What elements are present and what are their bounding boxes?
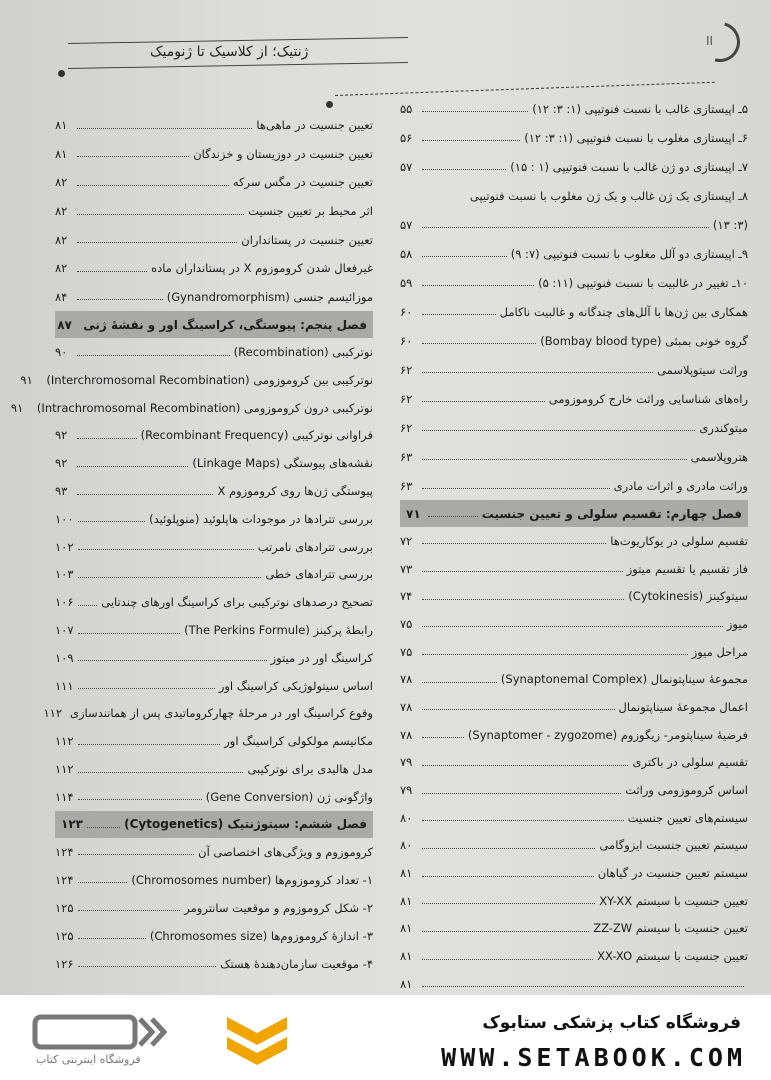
toc-entry[interactable] bbox=[400, 665, 748, 693]
brand-chevron-icon bbox=[222, 1013, 292, 1069]
leader-dots bbox=[422, 931, 589, 932]
entry-title: راه‌های شناسایی وراثت خارج کروموزومی bbox=[548, 391, 748, 406]
entry-title: تعیین جنسیت در ماهی‌ها bbox=[256, 118, 373, 133]
toc-left-column bbox=[10, 111, 373, 978]
entry-page-number: ۷۵ bbox=[400, 616, 413, 631]
leader-dots bbox=[78, 938, 146, 939]
leader-dots bbox=[78, 633, 181, 634]
entry-title: نوترکیبی درون کروموزومی (Intrachromosomal Recombination) bbox=[36, 400, 373, 415]
entry-title: ۱۰ـ تغییر در غالبیت با نسبت فنوتیپی (۱۱: ۵) bbox=[538, 275, 748, 290]
toc-entry[interactable] bbox=[400, 527, 748, 555]
entry-title: فاز تقسیم یا تقسیم میتوز bbox=[626, 561, 748, 576]
chapter-heading[interactable] bbox=[55, 311, 373, 338]
toc-entry[interactable] bbox=[400, 181, 748, 210]
toc-entry[interactable] bbox=[55, 922, 373, 950]
entry-page-number: ۱۱۴ bbox=[55, 789, 74, 804]
entry-page-number: ۷۸ bbox=[400, 727, 413, 742]
leader-dots bbox=[77, 271, 147, 272]
header-dot bbox=[58, 70, 65, 77]
toc-entry[interactable] bbox=[400, 970, 748, 998]
entry-page-number: ۱۱۱ bbox=[55, 678, 74, 693]
toc-entry[interactable] bbox=[55, 755, 373, 783]
entry-title: بررسی تترادهای نامرتب bbox=[257, 539, 373, 554]
entry-page-number: ۸۱ bbox=[400, 893, 413, 908]
leader-dots bbox=[422, 765, 628, 766]
toc-right-column bbox=[400, 94, 748, 998]
leader-dots bbox=[422, 848, 595, 849]
toc-entry[interactable] bbox=[400, 638, 748, 666]
entry-page-number: ۶۳ bbox=[400, 478, 413, 493]
entry-page-number: ۹۲ bbox=[55, 456, 68, 471]
toc-entry[interactable] bbox=[55, 225, 373, 254]
entry-title: نوترکیبی (Recombination) bbox=[233, 345, 373, 360]
entry-title: واژگونی ژن (Gene Conversion) bbox=[205, 789, 373, 804]
leader-dots bbox=[422, 543, 606, 544]
entry-page-number: ۸۷ bbox=[57, 317, 72, 332]
entry-title: سیستم تعیین جنسیت ایزوگامی bbox=[599, 838, 748, 853]
entry-title: ۴- موقعیت سازمان‌دهندهٔ هستک bbox=[220, 956, 373, 971]
entry-title: ۳- اندازهٔ کروموزوم‌ها (Chromosomes size) bbox=[149, 928, 373, 943]
entry-page-number: ۷۹ bbox=[400, 755, 413, 770]
toc-entry[interactable] bbox=[400, 471, 748, 500]
leader-dots bbox=[78, 605, 98, 606]
leader-dots bbox=[78, 882, 128, 883]
entry-page-number: ۸۲ bbox=[55, 175, 68, 190]
entry-title: اساس سیتولوژیکی کراسینگ اور bbox=[218, 678, 373, 693]
entry-page-number: ۱۰۰ bbox=[55, 511, 74, 526]
toc-entry[interactable] bbox=[55, 140, 373, 169]
toc-entry[interactable] bbox=[400, 326, 748, 355]
toc-entry[interactable] bbox=[55, 533, 373, 561]
entry-page-number: ۶۲ bbox=[400, 362, 413, 377]
leader-dots bbox=[422, 959, 593, 960]
entry-title: ۱- تعداد کروموزوم‌ها (Chromosomes number) bbox=[131, 872, 373, 887]
toc-entry[interactable] bbox=[55, 422, 373, 450]
toc-entry[interactable] bbox=[55, 950, 373, 978]
toc-entry[interactable] bbox=[400, 268, 748, 297]
entry-title: موزائیسم جنسی (Gynandromorphism) bbox=[166, 289, 373, 304]
entry-title: هتروپلاسمی bbox=[690, 449, 748, 464]
entry-page-number: ۱۲۵ bbox=[55, 900, 74, 915]
store-name: فروشگاه کتاب پزشکی ستابوک bbox=[482, 1013, 741, 1033]
entry-title: فصل ششم: سیتوژنتیک (Cytogenetics) bbox=[124, 817, 367, 832]
entry-page-number: ۷۸ bbox=[400, 699, 413, 714]
leader-dots bbox=[422, 111, 528, 112]
leader-dots bbox=[78, 688, 215, 689]
entry-title: غیرفعال شدن کروموزوم X در پستانداران ماده bbox=[151, 261, 373, 276]
entry-page-number: ۷۵ bbox=[400, 644, 413, 659]
leader-dots bbox=[422, 314, 496, 315]
entry-page-number: ۱۲۴ bbox=[55, 844, 74, 859]
entry-title: ۹ـ اپیستازی دو آلل مغلوب با نسبت فنوتیپی (۷: ۹) bbox=[510, 246, 748, 261]
leader-dots bbox=[422, 820, 624, 821]
page-number: II bbox=[706, 34, 714, 48]
leader-dots bbox=[422, 876, 594, 877]
entry-title: نوترکیبی بین کروموزومی (Interchromosomal Recombination) bbox=[46, 372, 373, 387]
toc-entry[interactable] bbox=[55, 197, 373, 226]
entry-page-number: ۸۰ bbox=[400, 838, 413, 853]
entry-page-number: ۱۲۴ bbox=[55, 872, 74, 887]
entry-title: اثر محیط بر تعیین جنسیت bbox=[248, 204, 373, 219]
entry-page-number: ۱۱۲ bbox=[43, 706, 62, 721]
entry-page-number: ۱۲۳ bbox=[61, 817, 83, 832]
entry-title: کراسینگ اور در میتوز bbox=[270, 650, 373, 665]
toc-entry[interactable] bbox=[55, 283, 373, 312]
toc-entry[interactable] bbox=[400, 297, 748, 326]
entry-title: وراثت سیتوپلاسمی bbox=[657, 362, 748, 377]
store-url[interactable]: WWW.SETABOOK.COM bbox=[441, 1043, 746, 1072]
entry-title: مجموعهٔ سیناپتونمال (Synaptonemal Complex) bbox=[500, 672, 748, 687]
toc-entry[interactable] bbox=[55, 894, 373, 922]
entry-page-number: ۱۲۶ bbox=[55, 956, 74, 971]
entry-title: فصل پنجم: پیوستگی، کراسینگ اور و نقشهٔ ژنی bbox=[83, 317, 367, 332]
entry-page-number: ۵۷ bbox=[400, 159, 413, 174]
entry-page-number: ۷۸ bbox=[400, 672, 413, 687]
toc-entry[interactable] bbox=[400, 555, 748, 583]
entry-title: اساس کروموزومی وراثت bbox=[625, 783, 748, 798]
leader-dots bbox=[422, 140, 520, 141]
toc-entry[interactable] bbox=[55, 505, 373, 533]
entry-page-number: ۸۱ bbox=[400, 976, 413, 991]
leader-dots bbox=[78, 966, 217, 967]
toc-entry[interactable] bbox=[55, 672, 373, 700]
toc-entry[interactable] bbox=[400, 942, 748, 970]
leader-dots bbox=[78, 521, 146, 522]
entry-title: میوز bbox=[726, 616, 748, 631]
leader-dots bbox=[87, 827, 120, 828]
leader-dots bbox=[422, 654, 688, 655]
entry-page-number: ۵۸ bbox=[400, 246, 413, 261]
leader-dots bbox=[78, 854, 195, 855]
toc-entry[interactable] bbox=[400, 123, 748, 152]
toc-entry[interactable] bbox=[55, 727, 373, 755]
entry-title: ۲- شکل کروموزوم و موقعیت سانترومر bbox=[184, 900, 373, 915]
entry-title: اعمال مجموعهٔ سیناپتونمال bbox=[618, 699, 748, 714]
leader-dots bbox=[422, 459, 687, 460]
entry-page-number: ۱۰۹ bbox=[55, 650, 74, 665]
toc-entry[interactable] bbox=[400, 413, 748, 442]
leader-dots bbox=[422, 488, 610, 489]
leader-dots bbox=[422, 626, 723, 627]
entry-page-number: ۸۱ bbox=[55, 146, 68, 161]
entry-page-number: ۱۱۲ bbox=[55, 734, 74, 749]
entry-page-number: ۸۱ bbox=[400, 949, 413, 964]
leader-dots bbox=[78, 577, 262, 578]
entry-title: تعیین جنسیت در پستانداران bbox=[241, 232, 373, 247]
toc-entry[interactable] bbox=[400, 749, 748, 777]
toc-entry[interactable] bbox=[10, 394, 373, 422]
toc-entry[interactable] bbox=[400, 582, 748, 610]
leader-dots bbox=[422, 430, 695, 431]
entry-title: فصل چهارم: تقسیم سلولی و تعیین جنسیت bbox=[481, 506, 742, 521]
toc-entry[interactable] bbox=[43, 700, 373, 728]
entry-page-number: ۷۱ bbox=[406, 506, 421, 521]
toc-entry[interactable] bbox=[400, 804, 748, 832]
entry-title: مراحل میوز bbox=[691, 644, 748, 659]
entry-page-number: ۱۰۷ bbox=[55, 623, 74, 638]
entry-page-number: ۹۱ bbox=[10, 400, 24, 415]
entry-page-number: ۷۳ bbox=[400, 561, 413, 576]
entry-title: نقشه‌های پیوستگی (Linkage Maps) bbox=[192, 456, 373, 471]
leader-dots bbox=[78, 772, 244, 773]
chapter-heading[interactable] bbox=[55, 811, 373, 838]
toc-entry[interactable] bbox=[400, 610, 748, 638]
toc-entry[interactable] bbox=[400, 776, 748, 804]
toc-entry[interactable] bbox=[55, 254, 373, 283]
entry-title: پیوستگی ژن‌ها روی کروموزوم X bbox=[217, 484, 373, 499]
entry-title: سیستم‌های تعیین جنسیت bbox=[627, 810, 748, 825]
entry-title: (۳: ۱۳) bbox=[712, 217, 748, 232]
toc-entry[interactable] bbox=[400, 152, 748, 181]
entry-page-number: ۸۰ bbox=[400, 810, 413, 825]
toc-entry[interactable] bbox=[400, 239, 748, 268]
entry-page-number: ۸۱ bbox=[400, 921, 413, 936]
leader-dots bbox=[77, 355, 230, 356]
toc-entry[interactable] bbox=[400, 693, 748, 721]
leader-dots bbox=[422, 401, 545, 402]
entry-page-number: ۱۲۵ bbox=[55, 928, 74, 943]
entry-title: تعیین جنسیت با سیستم ZZ-ZW bbox=[593, 921, 748, 936]
leader-dots bbox=[78, 744, 221, 745]
entry-page-number: ۹۲ bbox=[55, 428, 68, 443]
leader-dots bbox=[422, 227, 709, 228]
entry-title: بررسی تترادهای خطی bbox=[265, 567, 373, 582]
entry-page-number: ۸۲ bbox=[55, 261, 68, 276]
leader-dots bbox=[422, 986, 744, 987]
leader-dots bbox=[422, 903, 595, 904]
entry-page-number: ۸۲ bbox=[55, 204, 68, 219]
entry-page-number: ۶۲ bbox=[400, 391, 413, 406]
store-footer bbox=[0, 995, 771, 1080]
toc-entry[interactable] bbox=[400, 355, 748, 384]
entry-title: ۵ـ اپیستازی غالب با نسبت فنوتیپی (۱: ۳: ۱۲) bbox=[532, 101, 748, 116]
toc-entry[interactable] bbox=[55, 561, 373, 589]
entry-page-number: ۸۲ bbox=[55, 232, 68, 247]
leader-dots bbox=[422, 682, 497, 683]
entry-title: گروه خونی بمبئی (Bombay blood type) bbox=[540, 333, 748, 348]
toc-entry[interactable] bbox=[400, 210, 748, 239]
toc-entry[interactable] bbox=[400, 859, 748, 887]
leader-dots bbox=[78, 799, 202, 800]
entry-title: سیستم تعیین جنسیت در گیاهان bbox=[597, 866, 748, 881]
toc-entry[interactable] bbox=[55, 477, 373, 505]
entry-title: سیتوکینز (Cytokinesis) bbox=[628, 589, 748, 604]
entry-title: تعیین جنسیت در دوزیستان و خزندگان bbox=[193, 146, 373, 161]
leader-dots bbox=[428, 516, 478, 517]
entry-title: وراثت مادری و اثرات مادری bbox=[613, 478, 748, 493]
entry-page-number: ۱۱۲ bbox=[55, 762, 74, 776]
entry-title: ۷ـ اپیستازی دو ژن غالب با نسبت فنوتیپی (۱ : ۱۵) bbox=[510, 159, 748, 174]
leader-dots bbox=[422, 169, 506, 170]
toc-entry[interactable] bbox=[55, 168, 373, 197]
entry-page-number: ۶۰ bbox=[400, 304, 413, 319]
entry-title: همکاری بین ژن‌ها با آلل‌های چندگانه و غالبیت ناکامل bbox=[499, 304, 748, 319]
toc-entry[interactable] bbox=[55, 338, 373, 366]
entry-page-number: ۸۱ bbox=[55, 118, 68, 133]
entry-title: مدل هالیدی برای نوترکیبی bbox=[247, 762, 373, 776]
toc-entry[interactable] bbox=[20, 366, 373, 394]
leader-dots bbox=[77, 185, 229, 186]
page-number-ornament bbox=[693, 15, 748, 70]
toc-entry[interactable] bbox=[55, 866, 373, 894]
entry-title: فرضیهٔ سیناپتومر- زیگوزوم (Synaptomer - zygozome) bbox=[467, 727, 748, 742]
toc-entry[interactable] bbox=[400, 384, 748, 413]
leader-dots bbox=[422, 256, 507, 257]
toc-entry[interactable] bbox=[400, 915, 748, 943]
entry-page-number: ۵۵ bbox=[400, 101, 413, 116]
toc-entry[interactable] bbox=[400, 832, 748, 860]
leader-dots bbox=[422, 343, 536, 344]
entry-title: فراوانی نوترکیبی (Recombinant Frequency) bbox=[140, 428, 373, 443]
entry-title: تصحیح درصدهای نوترکیبی برای کراسینگ اورهای چندتایی bbox=[101, 595, 373, 610]
entry-page-number: ۱۰۲ bbox=[55, 539, 74, 554]
entry-title: ۸ـ اپیستازی یک ژن غالب و یک ژن مغلوب با نسبت فنوتیپی bbox=[469, 188, 748, 203]
toc-entry[interactable] bbox=[400, 94, 748, 123]
leader-dots bbox=[78, 660, 267, 661]
toc-entry[interactable] bbox=[55, 783, 373, 811]
entry-title: تعیین جنسیت با سیستم XY-XX bbox=[599, 893, 748, 908]
entry-title: میتوکندری bbox=[699, 420, 748, 435]
leader-dots bbox=[422, 571, 623, 572]
entry-page-number: ۸۴ bbox=[55, 289, 68, 304]
leader-dots bbox=[77, 128, 252, 129]
running-header-title: ژنتیک؛ از کلاسیک تا ژنومیک bbox=[150, 44, 309, 60]
leader-dots bbox=[77, 242, 237, 243]
leader-dots bbox=[422, 709, 615, 710]
entry-page-number: ۹۰ bbox=[55, 345, 68, 360]
toc-entry[interactable] bbox=[400, 887, 748, 915]
leader-dots bbox=[422, 599, 624, 600]
entry-page-number: ۷۲ bbox=[400, 533, 413, 548]
leader-dots bbox=[77, 156, 189, 157]
leader-dots bbox=[77, 299, 163, 300]
toc-entry[interactable] bbox=[400, 721, 748, 749]
logo-tagline: فروشگاه اینترنتی کتاب bbox=[36, 1053, 141, 1066]
entry-page-number: ۶۰ bbox=[400, 333, 413, 348]
entry-title: تعیین جنسیت در مگس سرکه bbox=[232, 175, 373, 190]
toc-entry[interactable] bbox=[55, 449, 373, 477]
entry-title: رابطهٔ پرکینز (The Perkins Formule) bbox=[184, 623, 373, 638]
leader-dots bbox=[422, 285, 534, 286]
entry-page-number: ۱۰۳ bbox=[55, 567, 74, 582]
entry-title: بررسی تترادها در موجودات هاپلوئید (منوپلوئید) bbox=[149, 511, 373, 526]
entry-title: کروموزوم و ویژگی‌های اختصاصی آن bbox=[198, 844, 373, 859]
leader-dots bbox=[422, 737, 464, 738]
entry-title: ۶ـ اپیستازی مغلوب با نسبت فنوتیپی (۱: ۳: ۱۲) bbox=[524, 130, 748, 145]
leader-dots bbox=[78, 549, 254, 550]
leader-dots bbox=[78, 910, 181, 911]
entry-page-number: ۶۳ bbox=[400, 449, 413, 464]
entry-page-number: ۹۳ bbox=[55, 484, 68, 499]
header-dot bbox=[326, 101, 333, 108]
entry-page-number: ۵۷ bbox=[400, 217, 413, 232]
entry-page-number: ۷۹ bbox=[400, 783, 413, 798]
entry-title: تقسیم سلولی در باکتری bbox=[632, 755, 748, 770]
entry-page-number: ۱۰۶ bbox=[55, 595, 74, 610]
entry-page-number: ۹۱ bbox=[20, 372, 33, 387]
toc-entry[interactable] bbox=[400, 442, 748, 471]
entry-title: تعیین جنسیت با سیستم XX-XO bbox=[597, 949, 748, 964]
entry-title: وقوع کراسینگ اور در مرحلهٔ چهارکروماتیدی پس از همانندسازی bbox=[70, 706, 373, 721]
entry-page-number: ۶۲ bbox=[400, 420, 413, 435]
entry-page-number: ۸۱ bbox=[400, 866, 413, 881]
leader-dots bbox=[77, 438, 137, 439]
entry-title: تقسیم سلولی در یوکاریوت‌ها bbox=[610, 533, 748, 548]
toc-entry[interactable] bbox=[55, 588, 373, 616]
leader-dots bbox=[77, 466, 188, 467]
entry-title: مکانیسم مولکولی کراسینگ اور bbox=[224, 734, 373, 749]
toc-entry[interactable] bbox=[55, 616, 373, 644]
entry-page-number: ۵۶ bbox=[400, 130, 413, 145]
leader-dots bbox=[77, 214, 244, 215]
toc-entry[interactable] bbox=[55, 644, 373, 672]
entry-page-number: ۵۹ bbox=[400, 275, 413, 290]
toc-entry[interactable] bbox=[55, 838, 373, 866]
entry-page-number: ۷۴ bbox=[400, 589, 413, 604]
chapter-heading[interactable] bbox=[400, 500, 748, 527]
leader-dots bbox=[77, 494, 213, 495]
leader-dots bbox=[422, 372, 653, 373]
leader-dots bbox=[422, 793, 621, 794]
toc-entry[interactable] bbox=[55, 111, 373, 140]
